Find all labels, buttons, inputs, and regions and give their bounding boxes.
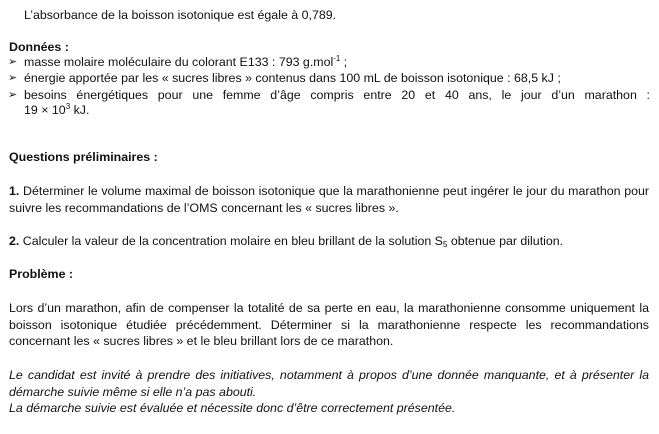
question-1: 1. Déterminer le volume maximal de boisson isotonique que la marathonienne peut ingérer le jour du marathon pour suivre les recommandations de l’OMS concernant les « sucres libres ». xyxy=(9,184,649,215)
arrow-bullet-icon: ➢ xyxy=(8,56,18,68)
questions-heading: Questions préliminaires : xyxy=(9,150,158,164)
question-1-number: 1. xyxy=(9,184,20,198)
question-2: 2. Calculer la valeur de la concentration molaire en bleu brillant de la solution $S_5$ obtenue par dilution. xyxy=(9,234,564,249)
instruction-note: Le candidat est invité à prendre des initiatives, notamment à propos d’une donnée manquante, et à présenter la démarche suivie même si elle n’a pas abouti. xyxy=(9,368,649,399)
donnees-item-molar-mass: ➢ masse molaire moléculaire du colorant E133 : 793 g.mol$^{-1}$ ; xyxy=(8,54,348,69)
donnees-item-needs: ➢ besoins énergétiques pour une femme d’âge compris entre 20 et 40 ans, le jour d’un marathon : $19 \times 10^3$ kJ. xyxy=(8,88,650,117)
evaluation-note: La démarche suivie est évaluée et nécessite donc d’être correctement présentée. xyxy=(9,401,456,415)
arrow-bullet-icon: ➢ xyxy=(8,72,18,84)
question-2-number: 2. xyxy=(9,234,20,248)
donnees-item-energy: ➢ énergie apportée par les « sucres libres » contenus dans 100 mL de boisson isotonique : 68,5 kJ ; xyxy=(8,71,561,85)
absorbance-statement: L’absorbance de la boisson isotonique est égale à 0,789. xyxy=(24,8,337,22)
arrow-bullet-icon: ➢ xyxy=(8,89,18,101)
donnees-heading: Données : xyxy=(9,40,69,54)
probleme-text: Lors d’un marathon, afin de compenser la totalité de sa perte en eau, la marathonienne consomme uniquement la boisson isotonique étudiée précédemment. Déterminer si la marathonienne respecte les recommandations concernant les « sucres libres » et le bleu brillant lors de ce marathon. xyxy=(9,301,649,348)
probleme-heading: Problème : xyxy=(9,267,74,281)
